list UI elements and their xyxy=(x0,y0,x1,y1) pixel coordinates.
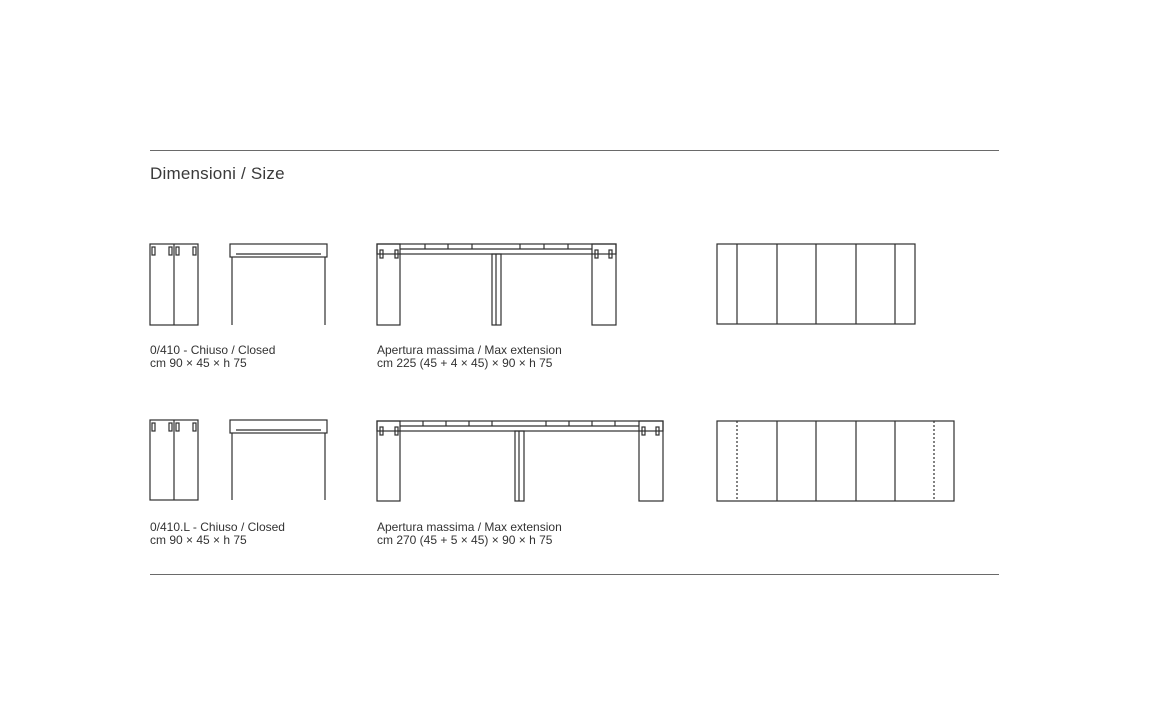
closed-side-view-2 xyxy=(230,420,327,500)
extended-caption-1 xyxy=(377,344,562,370)
closed-dimensions: cm 90 × 45 × h 75 xyxy=(150,533,247,547)
closed-front-view-2 xyxy=(150,420,198,500)
extended-front-view-2 xyxy=(377,421,663,501)
extended-dimensions: cm 270 (45 + 5 × 45) × 90 × h 75 xyxy=(377,533,553,547)
closed-front-view-1 xyxy=(150,244,198,325)
extended-label: Apertura massima / Max extension xyxy=(377,343,562,357)
closed-side-view-1 xyxy=(230,244,327,325)
extended-top-view-2 xyxy=(717,421,954,501)
extended-caption-2 xyxy=(377,521,562,547)
extended-top-view-1 xyxy=(717,244,915,324)
extended-dimensions: cm 225 (45 + 4 × 45) × 90 × h 75 xyxy=(377,356,553,370)
closed-model-label: 0/410.L - Chiuso / Closed xyxy=(150,520,285,534)
bottom-rule xyxy=(150,574,999,575)
closed-model-label: 0/410 - Chiuso / Closed xyxy=(150,343,276,357)
section-title: Dimensioni / Size xyxy=(150,164,285,183)
closed-dimensions: cm 90 × 45 × h 75 xyxy=(150,356,247,370)
extended-label: Apertura massima / Max extension xyxy=(377,520,562,534)
closed-caption-2 xyxy=(150,521,285,547)
closed-caption-1 xyxy=(150,344,275,370)
extended-front-view-1 xyxy=(377,244,616,325)
